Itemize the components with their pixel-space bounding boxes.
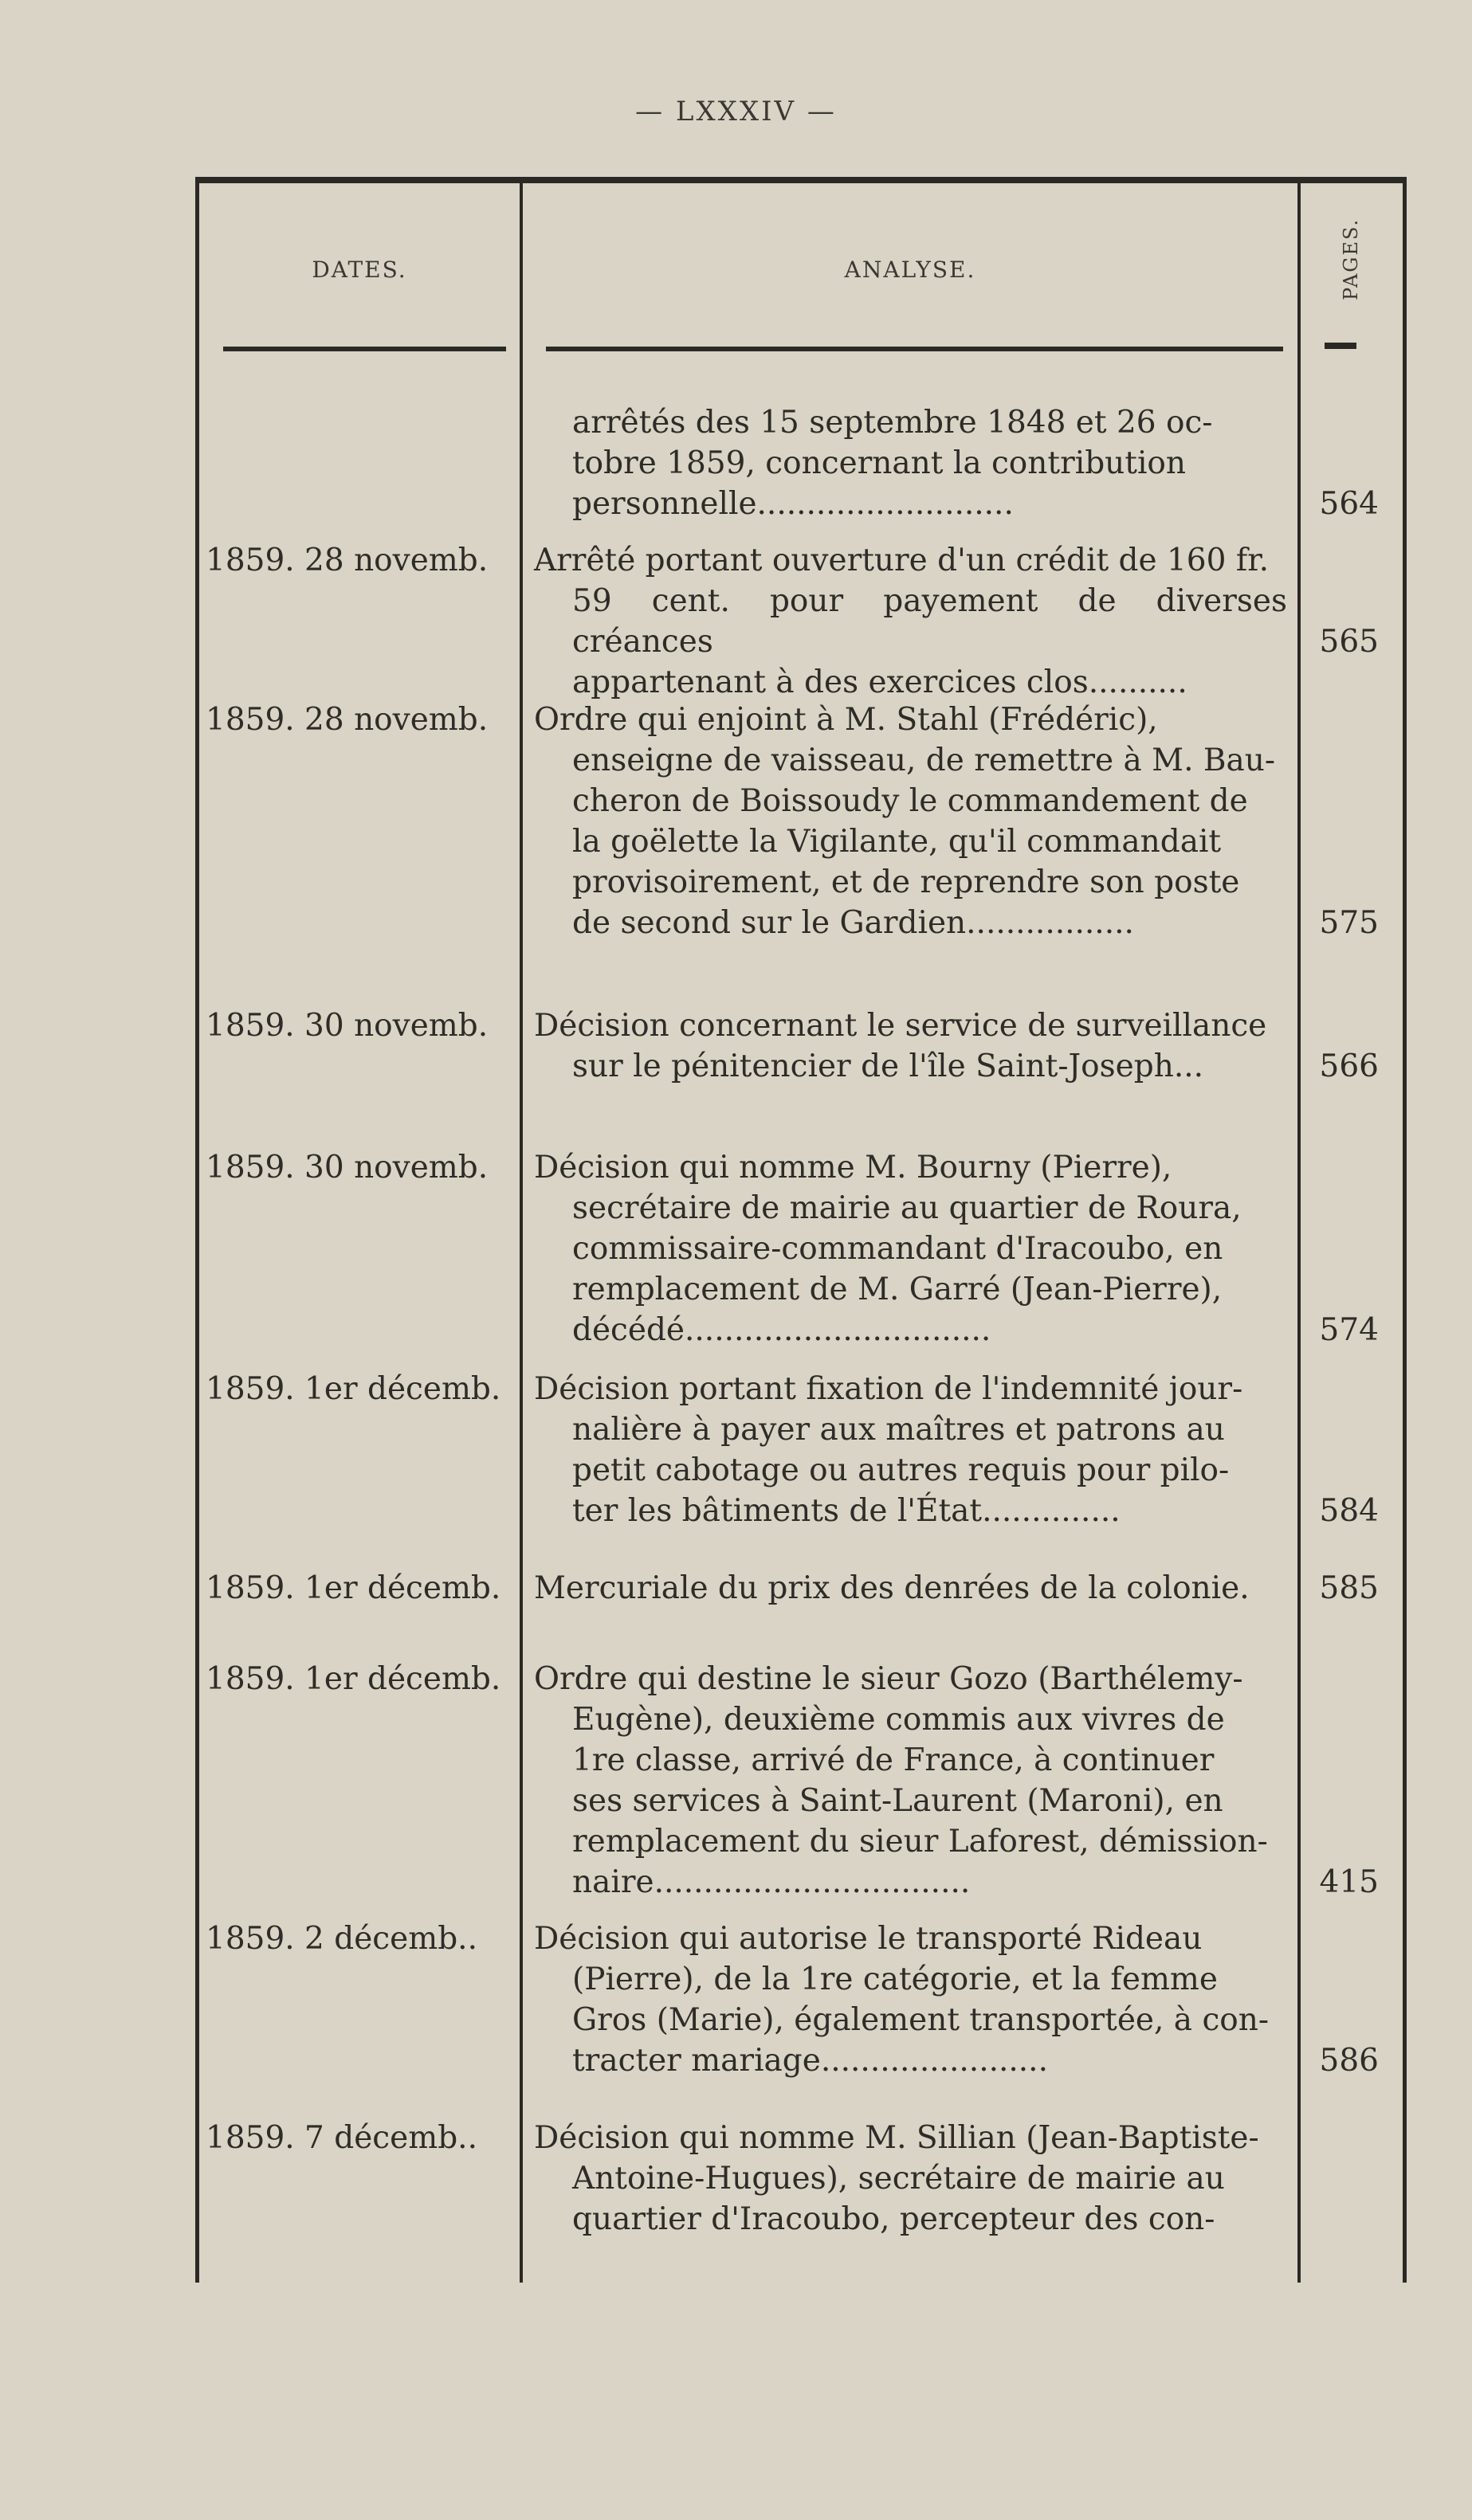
entry-analysis-line: (Pierre), de la 1re catégorie, et la femme (572, 1962, 1218, 1997)
entry-analysis-line: Antoine-Hugues), secrétaire de mairie au (572, 2161, 1225, 2197)
entry-analysis-line: tobre 1859, concernant la contribution (572, 445, 1187, 481)
entry-analysis-line: Décision portant fixation de l'indemnité jour- (534, 1371, 1243, 1407)
page-header: — LXXXIV — (635, 96, 837, 127)
entry-analysis (534, 402, 1287, 524)
entry-page-number: 574 (1319, 1312, 1379, 1348)
entry-analysis-line: appartenant à des exercices clos.......... (572, 664, 1187, 700)
entry-date: 1859. 28 novemb. (206, 702, 489, 738)
entry-analysis-line: la goëlette la Vigilante, qu'il commandait (572, 824, 1222, 860)
entry-analysis (534, 1659, 1287, 1903)
entry-date: 1859. 1er décemb. (206, 1570, 501, 1606)
entry-analysis-line: Décision qui autorise le transporté Rideau (534, 1921, 1203, 1957)
entry-analysis-line: personnelle.......................... (572, 486, 1014, 522)
entry-analysis-line: Eugène), deuxième commis aux vivres de (572, 1702, 1225, 1738)
header-rule-analyse (546, 347, 1283, 351)
header-dates-label: DATES. (312, 257, 407, 283)
entry-analysis-line: Décision concernant le service de surveillance (534, 1008, 1267, 1044)
entry-analysis-line: Décision qui nomme M. Sillian (Jean-Baptiste- (534, 2120, 1259, 2156)
entry-analysis (534, 540, 1287, 703)
header-pages (1301, 183, 1399, 343)
entry-analysis (534, 2118, 1287, 2240)
register-table (195, 177, 1407, 2283)
column-divider-dates (520, 183, 523, 2283)
entry-analysis-line: ter les bâtiments de l'État.............. (572, 1493, 1121, 1529)
entry-date: 1859. 1er décemb. (206, 1661, 501, 1697)
entry-analysis (534, 1918, 1287, 2081)
entry-analysis (534, 1147, 1287, 1350)
entry-analysis-line: naire................................ (572, 1864, 971, 1900)
entry-analysis-line: ses services à Saint-Laurent (Maroni), en (572, 1783, 1223, 1819)
entry-analysis-line: Gros (Marie), également transportée, à con- (572, 2002, 1270, 2038)
entry-analysis-line: arrêtés des 15 septembre 1848 et 26 oc- (572, 405, 1213, 441)
entry-analysis-line: enseigne de vaisseau, de remettre à M. Bau- (572, 743, 1276, 778)
entry-analysis-line: de second sur le Gardien................. (572, 905, 1134, 941)
entry-analysis-line: cheron de Boissoudy le commandement de (572, 783, 1248, 819)
entry-analysis-line: Arrêté portant ouverture d'un crédit de 160 fr. (534, 543, 1270, 578)
entry-analysis-line: remplacement du sieur Laforest, démission- (572, 1824, 1268, 1860)
entry-analysis-line: remplacement de M. Garré (Jean-Pierre), (572, 1272, 1223, 1307)
entry-page-number: 565 (1319, 624, 1379, 660)
entry-analysis-line: décédé............................... (572, 1312, 991, 1348)
entry-analysis-line: commissaire-commandant d'Iracoubo, en (572, 1231, 1223, 1267)
entry-analysis-line: Ordre qui destine le sieur Gozo (Barthélemy- (534, 1661, 1243, 1697)
entry-analysis-line: provisoirement, et de reprendre son poste (572, 864, 1240, 900)
entry-page-number: 415 (1319, 1864, 1379, 1900)
entry-analysis (534, 1568, 1287, 1609)
entry-analysis-line: Ordre qui enjoint à M. Stahl (Frédéric), (534, 702, 1158, 738)
header-rule-pages (1325, 343, 1356, 349)
entry-analysis-line: Mercuriale du prix des denrées de la colonie. (534, 1570, 1250, 1606)
entry-analysis-line: petit cabotage ou autres requis pour pilo- (572, 1452, 1230, 1488)
entry-analysis (534, 1369, 1287, 1531)
entry-page-number: 566 (1319, 1048, 1379, 1084)
entry-date: 1859. 30 novemb. (206, 1008, 489, 1044)
entry-analysis (534, 1005, 1287, 1087)
entry-analysis-line: Décision qui nomme M. Bourny (Pierre), (534, 1150, 1172, 1186)
entry-page-number: 586 (1319, 2043, 1379, 2079)
entry-analysis-line: 59 cent. pour payement de diverses créances (572, 583, 1287, 660)
entry-analysis-line: quartier d'Iracoubo, percepteur des con- (572, 2201, 1215, 2237)
entry-page-number: 575 (1319, 905, 1379, 941)
entry-analysis-line: sur le pénitencier de l'île Saint-Joseph... (572, 1048, 1204, 1084)
entry-date: 1859. 1er décemb. (206, 1371, 501, 1407)
entry-date: 1859. 30 novemb. (206, 1150, 489, 1186)
entry-date: 1859. 28 novemb. (206, 543, 489, 578)
entry-analysis-line: nalière à payer aux maîtres et patrons au (572, 1412, 1225, 1448)
header-rule-dates (223, 347, 506, 351)
entry-page-number: 564 (1319, 486, 1379, 522)
entry-date: 1859. 7 décemb.. (206, 2120, 477, 2156)
header-dates (199, 183, 520, 343)
entry-page-number: 585 (1319, 1570, 1379, 1606)
header-analyse-label: ANALYSE. (844, 257, 976, 283)
entry-page-number: 584 (1319, 1493, 1379, 1529)
entry-analysis (534, 700, 1287, 943)
header-pages-label: PAGES. (1340, 218, 1362, 300)
entry-date: 1859. 2 décemb.. (206, 1921, 477, 1957)
entry-analysis-line: secrétaire de mairie au quartier de Roura, (572, 1190, 1242, 1226)
entry-analysis-line: tracter mariage....................... (572, 2043, 1048, 2079)
header-analyse (523, 183, 1297, 343)
entry-analysis-line: 1re classe, arrivé de France, à continuer (572, 1742, 1215, 1778)
